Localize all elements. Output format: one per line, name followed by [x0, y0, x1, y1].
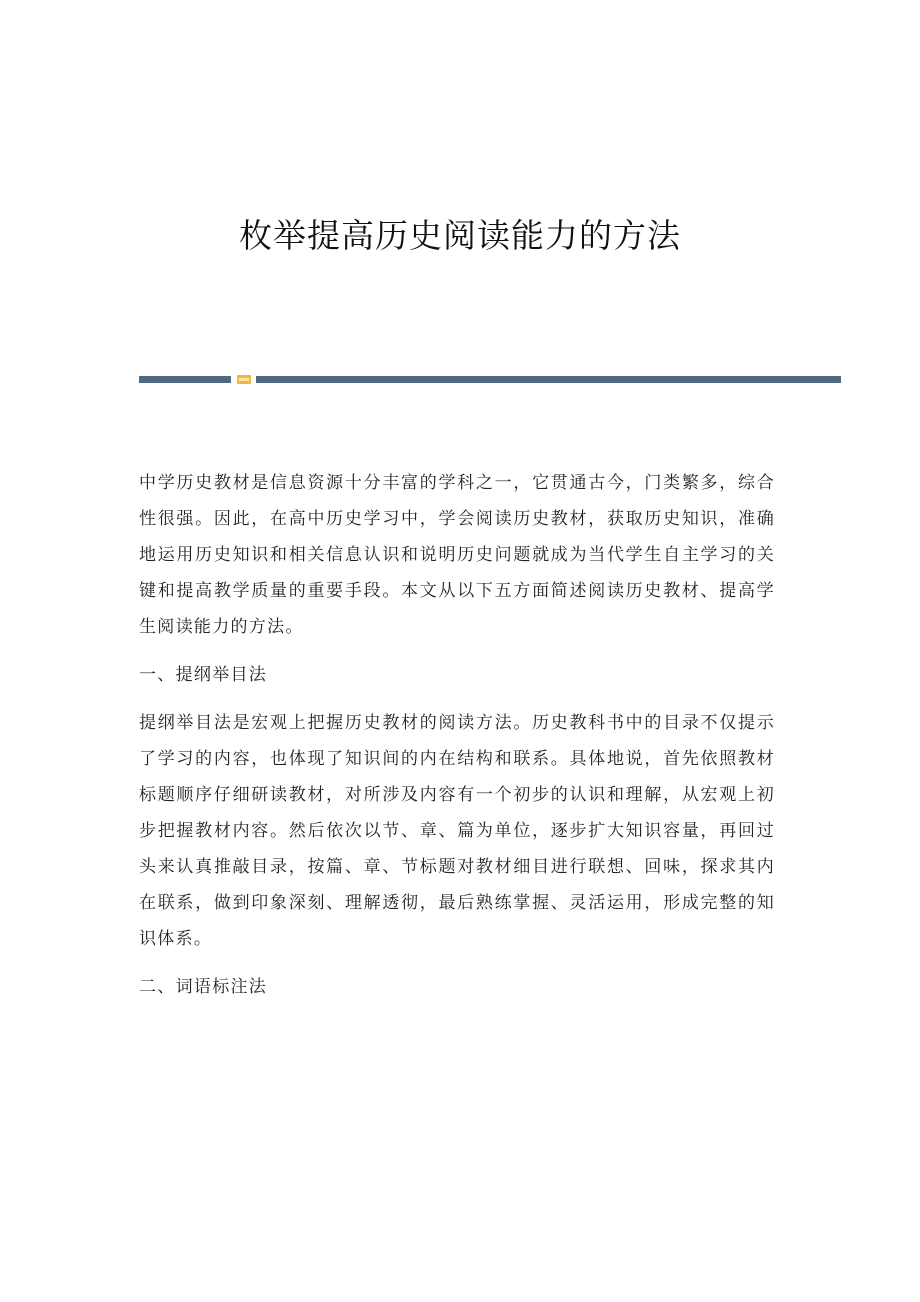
document-body — [139, 465, 775, 1017]
document-title: 枚举提高历史阅读能力的方法 — [239, 216, 681, 255]
divider-emblem-icon — [237, 375, 251, 384]
section-heading-1: 一、提纲举目法 — [139, 665, 268, 685]
divider-left-bar — [139, 376, 231, 383]
section-1-paragraph: 提纲举目法是宏观上把握历史教材的阅读方法。历史教科书中的目录不仅提示了学习的内容，也体现了知识间的内在结构和联系。具体地说，首先依照教材标题顺序仔细研读教材，对所涉及内容有一个初步的认识和理解，从宏观上初步把握教材内容。然后依次以节、章、篇为单位，逐步扩大知识容量，再回过头来认真推敲目录，按篇、章、节标题对教材细目进行联想、回味，探求其内在联系，做到印象深刻、理解透彻，最后熟练掌握、灵活运用，形成完整的知识体系。 — [139, 713, 775, 949]
title-divider — [139, 375, 841, 384]
section-heading-2: 二、词语标注法 — [139, 977, 268, 997]
divider-right-bar — [256, 376, 841, 383]
intro-paragraph: 中学历史教材是信息资源十分丰富的学科之一，它贯通古今，门类繁多，综合性很强。因此，在高中历史学习中，学会阅读历史教材，获取历史知识，准确地运用历史知识和相关信息认识和说明历史问题就成为当代学生自主学习的关键和提高教学质量的重要手段。本文从以下五方面简述阅读历史教材、提高学生阅读能力的方法。 — [139, 473, 775, 637]
